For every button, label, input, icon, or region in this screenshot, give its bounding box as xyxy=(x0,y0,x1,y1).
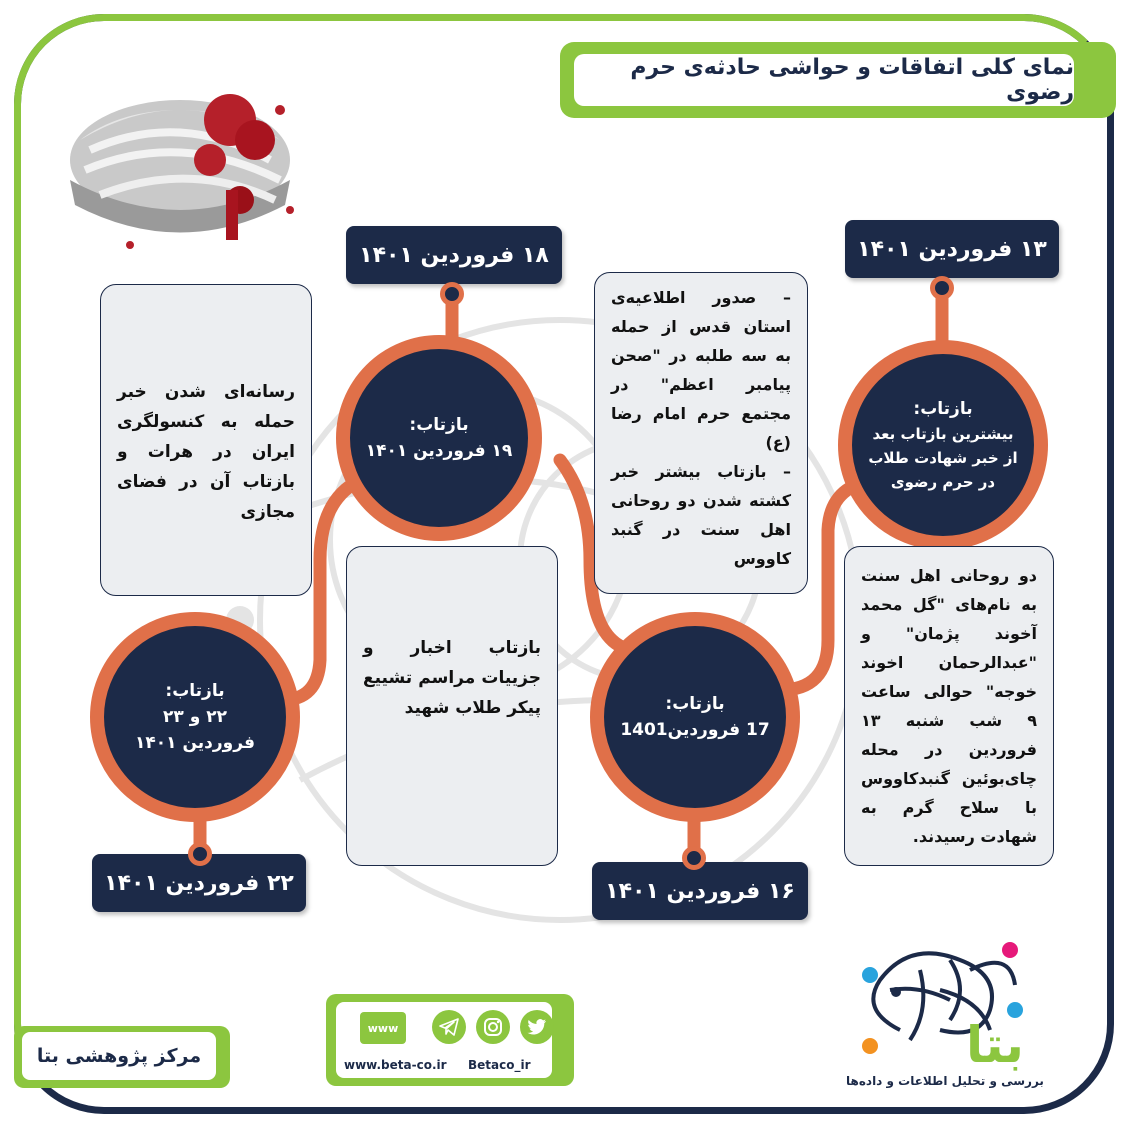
beta-logo-graphic xyxy=(840,930,1060,1070)
website-url[interactable]: www.beta-co.ir xyxy=(344,1058,447,1072)
website-icon-text: www xyxy=(367,1021,399,1035)
reflection-circle-19 xyxy=(336,335,542,541)
timeline-dot xyxy=(440,282,464,306)
reflection-circle-13 xyxy=(838,340,1048,550)
circle-label: بازتاب: xyxy=(913,399,973,419)
timeline-dot xyxy=(930,276,954,300)
event-card-17-item-2: – بازتاب بیشتر خبر کشته شدن دو روحانی اهل سنت در گنبد کاووس xyxy=(611,462,791,568)
date-13-farvardin: ۱۳ فروردین ۱۴۰۱ xyxy=(845,220,1059,278)
circle-label: بازتاب: xyxy=(665,694,725,714)
event-card-19: بازتاب اخبار و جزییات مراسم تشییع پیکر طلاب شهید xyxy=(346,546,558,866)
date-22-farvardin: ۲۲ فروردین ۱۴۰۱ xyxy=(92,854,306,912)
website-icon[interactable] xyxy=(360,1012,406,1044)
event-card-22: رسانه‌ای شدن خبر حمله به کنسولگری ایران در هرات و بازتاب آن در فضای مجازی xyxy=(100,284,312,596)
twitter-icon[interactable] xyxy=(520,1010,554,1044)
reflection-circle-22 xyxy=(90,612,300,822)
timeline-dot xyxy=(682,846,706,870)
beta-logo-subtitle: بررسی و تحلیل اطلاعات و داده‌ها xyxy=(846,1074,1044,1088)
social-handle[interactable]: Betaco_ir xyxy=(468,1058,531,1072)
circle-text: بیشترین بازتاب بعد از خبر شهادت طلاب در حرم رضوی xyxy=(868,425,1018,491)
center-name: مرکز پژوهشی بتا xyxy=(22,1032,216,1080)
date-16-farvardin: ۱۶ فروردین ۱۴۰۱ xyxy=(592,862,808,920)
circle-label: بازتاب: xyxy=(409,415,469,435)
event-card-13: دو روحانی اهل سنت به نام‌های "گل محمد آخوند پژمان" و "عبدالرحمان اخوند خوجه" حوالی ساعت ۹ شب شنبه ۱۳ فروردین در محله چای‌بوئین گنبدکاووس با سلاح گرم به شهادت رسیدند. xyxy=(844,546,1054,866)
instagram-icon[interactable] xyxy=(476,1010,510,1044)
beta-logo-word: بتا xyxy=(966,1016,1024,1074)
page-title: نمای کلی اتفاقات و حواشی حادثه‌ی حرم رضوی xyxy=(630,55,1074,105)
telegram-icon[interactable] xyxy=(432,1010,466,1044)
circle-text: ۱۹ فروردین ۱۴۰۱ xyxy=(365,441,513,461)
event-card-17 xyxy=(594,272,808,594)
timeline-dot xyxy=(188,842,212,866)
reflection-circle-17 xyxy=(590,612,800,822)
circle-text: 17 فروردین1401 xyxy=(620,720,770,740)
event-card-17-item-1: – صدور اطلاعیه‌ی استان قدس از حمله به سه طلبه در "صحن پیامبر اعظم" در مجتمع حرم امام رضا (ع) xyxy=(611,288,791,452)
date-18-farvardin: ۱۸ فروردین ۱۴۰۱ xyxy=(346,226,562,284)
circle-text: ۲۲ و ۲۳ فروردین ۱۴۰۱ xyxy=(135,707,255,753)
circle-label: بازتاب: xyxy=(165,681,225,701)
